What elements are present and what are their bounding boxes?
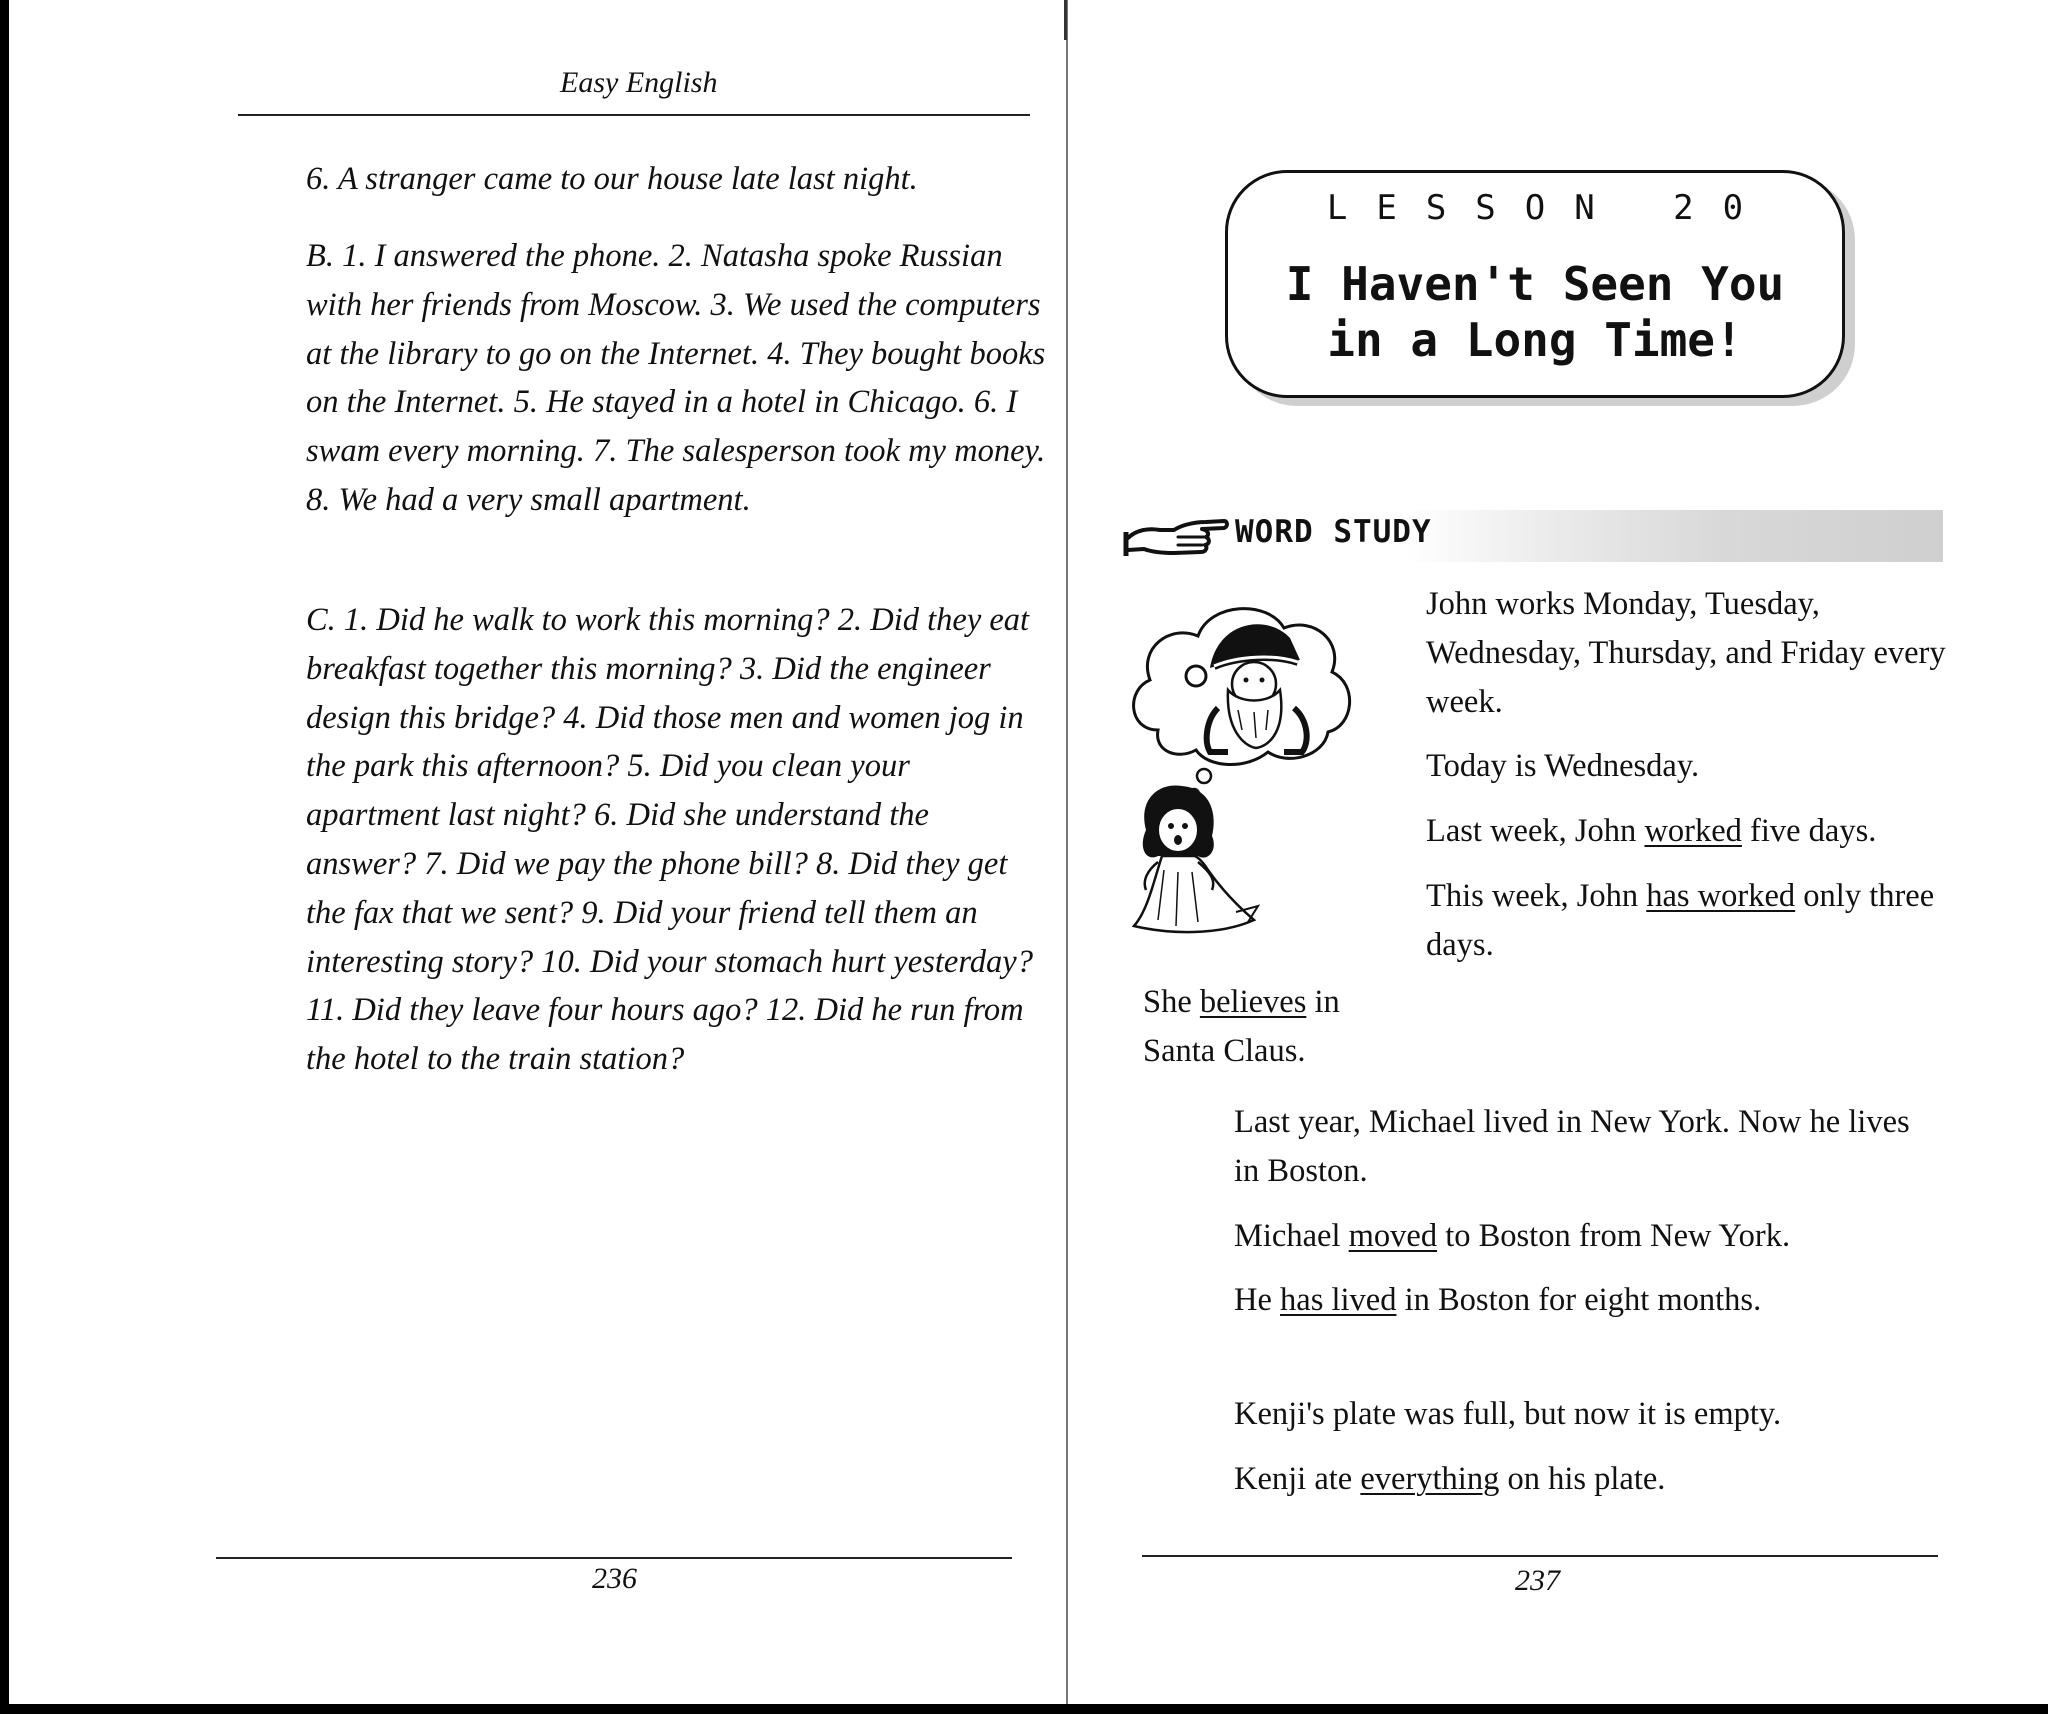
john-sentence-4 [1426, 872, 1946, 970]
book-gutter [1066, 0, 1068, 1704]
text-run: This week, John [1426, 877, 1647, 914]
kenji-sentence-2 [1234, 1455, 1934, 1504]
michael-sentence-3 [1234, 1276, 1934, 1325]
michael-example [1234, 1098, 1934, 1325]
pointing-hand-icon [1122, 508, 1230, 565]
page-number-right: 237 [1515, 1564, 1560, 1597]
gutter-mark [1064, 0, 1067, 40]
john-sentence-1: John works Monday, Tuesday, Wednesday, Thursday, and Friday every week. [1426, 586, 1946, 720]
kenji-sentence-1: Kenji's plate was full, but now it is empty. [1234, 1396, 1782, 1432]
michael-sentence-1: Last year, Michael lived in New York. Now he lives in Boston. [1234, 1104, 1910, 1189]
text-run: five days. [1741, 813, 1877, 850]
john-sentence-3 [1426, 807, 1946, 856]
john-sentence-2: Today is Wednesday. [1426, 748, 1700, 785]
scan-bottom-edge [0, 1704, 2048, 1714]
lesson-title-line-1: I Haven't Seen You [1285, 257, 1785, 311]
underlined-word: everything [1360, 1460, 1500, 1497]
page-number-left: 236 [592, 1562, 637, 1595]
scan-left-edge [0, 0, 9, 1714]
underlined-verb: worked [1644, 813, 1742, 850]
text-run: He [1234, 1282, 1281, 1319]
lesson-label: LESSON 20 [1326, 188, 1773, 228]
underlined-verb: has worked [1646, 877, 1796, 914]
underlined-verb: believes [1199, 984, 1307, 1020]
lesson-title [1225, 256, 1845, 368]
text-run: Last week, John [1426, 813, 1645, 850]
answer-a-6: 6. A stranger came to our house late last night. [306, 161, 918, 197]
text-run: Kenji ate [1234, 1460, 1361, 1497]
text-run: Michael [1234, 1217, 1349, 1254]
footer-rule-right [1142, 1555, 1938, 1557]
text-run: She [1143, 984, 1200, 1020]
section-heading: WORD STUDY [1235, 514, 1432, 550]
text-run: in Boston for eight months. [1396, 1282, 1762, 1319]
answer-section-b: B. 1. I answered the phone. 2. Natasha spoke Russian with her friends from Moscow. 3. We used the computers at the library to go on the Internet. 4. They bought books on the Internet. 5. He stayed in a hotel in Chicago. 6. I swam every morning. 7. The salesperson took my money. 8. We had a very small apartment. [306, 238, 1046, 518]
header-rule [238, 114, 1030, 116]
text-run: to Boston from New York. [1437, 1217, 1791, 1254]
text-run: on his plate. [1499, 1460, 1666, 1497]
underlined-verb: has lived [1280, 1282, 1397, 1319]
girl-dreaming-of-santa-illustration [1118, 580, 1368, 945]
running-head: Easy English [560, 66, 718, 99]
kenji-example [1234, 1390, 1934, 1504]
illustration-caption [1143, 978, 1383, 1076]
underlined-verb: moved [1348, 1217, 1438, 1254]
answer-section-c: C. 1. Did he walk to work this morning? 2. Did they eat breakfast together this morning? 3. Did the engineer design this bridge? 4. Did those men and women jog in the park this afternoon? 5. Did you clean your apartment last night? 6. Did she understand the answer? 7. Did we pay the phone bill? 8. Did they get the fax that we sent? 9. Did your friend tell them an interesting story? 10. Did your stomach hurt yesterday? 11. Did they leave four hours ago? 12. Did he run from the hotel to the train station? [306, 602, 1033, 1078]
john-example [1426, 580, 1946, 970]
footer-rule-left [216, 1557, 1012, 1559]
text-run: in Santa Claus. [1143, 984, 1340, 1069]
text-run: only three days. [1426, 877, 1935, 963]
michael-sentence-2 [1234, 1212, 1934, 1261]
lesson-title-line-2: in a Long Time! [1327, 313, 1743, 367]
